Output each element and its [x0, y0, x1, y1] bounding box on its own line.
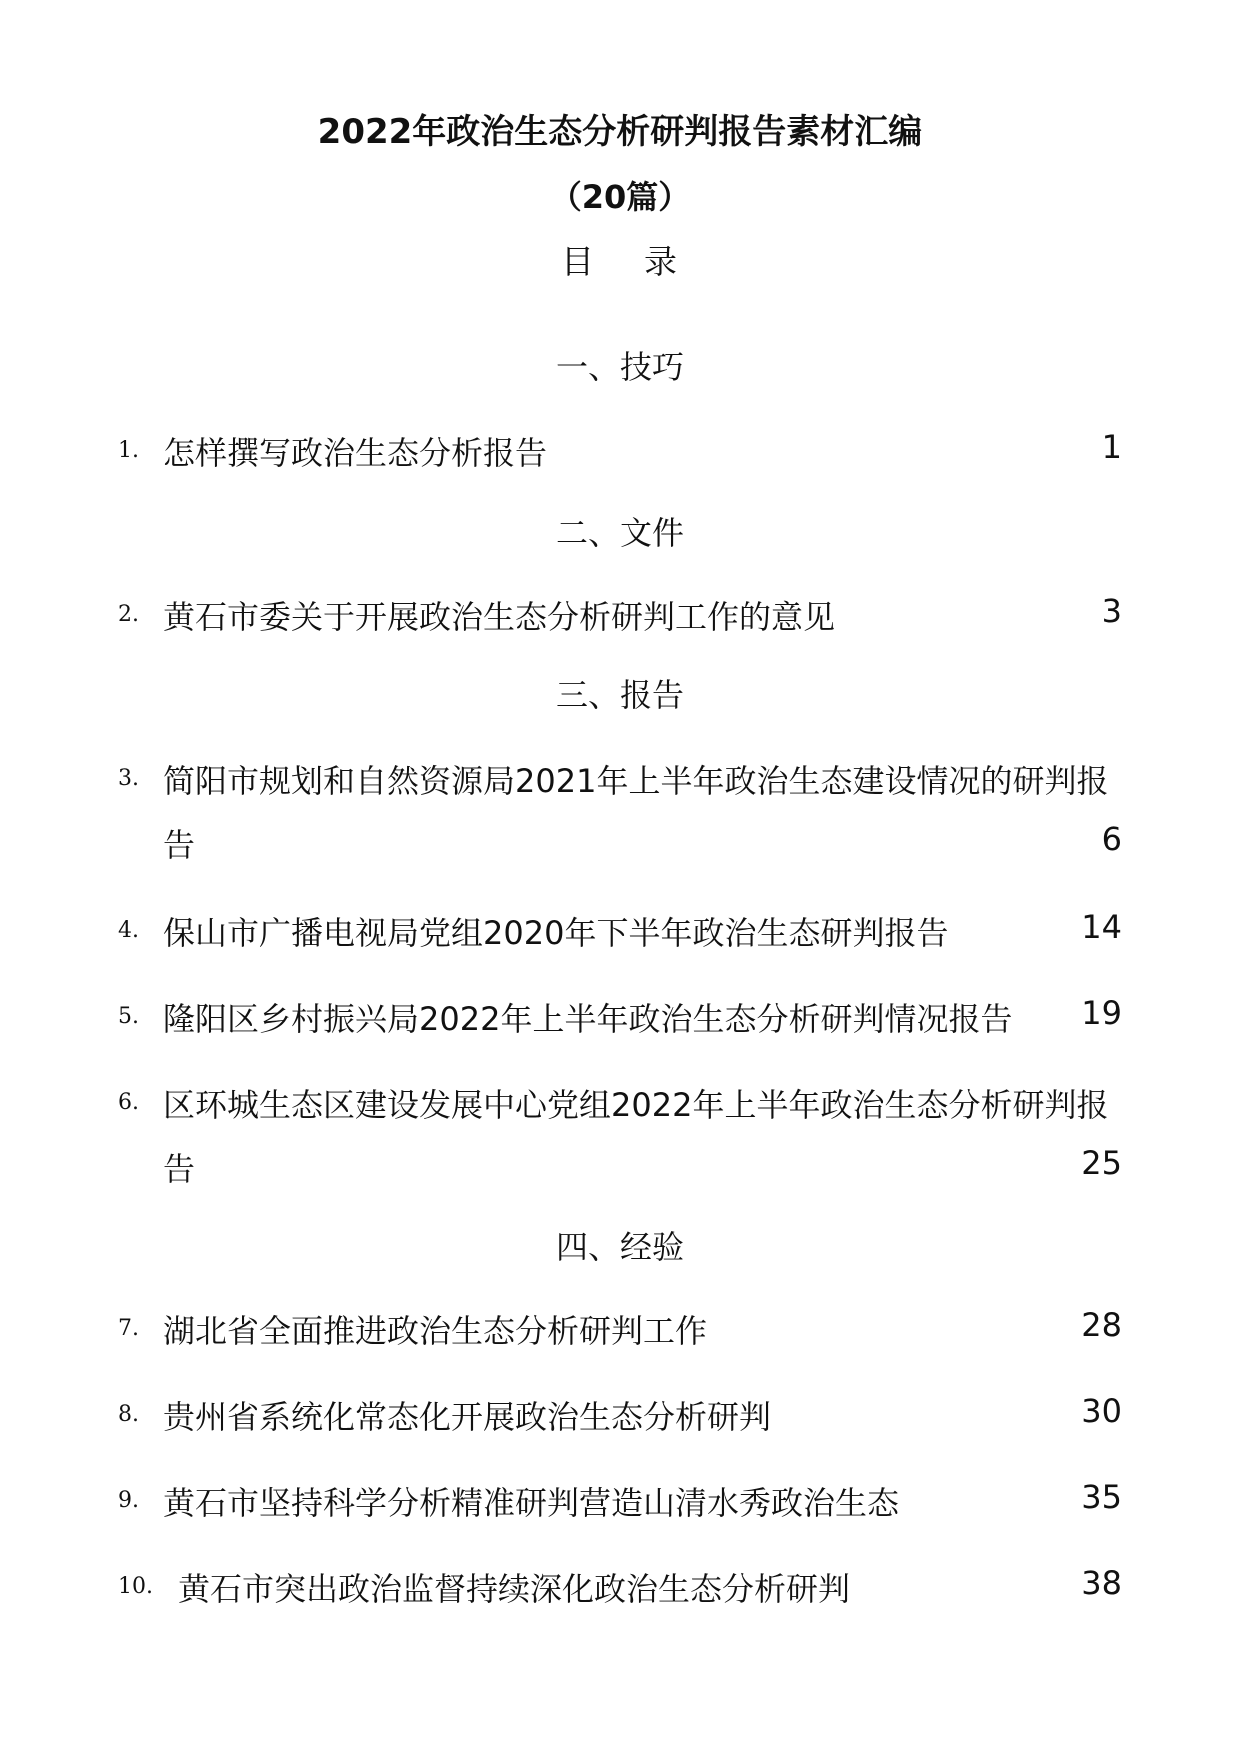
entry-number: 8. — [118, 1402, 139, 1427]
entry-title: 湖北省全面推进政治生态分析研判工作 — [163, 1312, 708, 1350]
entry-page-number: 19 — [1081, 994, 1122, 1032]
entry-page-number: 28 — [1081, 1306, 1122, 1344]
entry-title: 黄石市委关于开展政治生态分析研判工作的意见 — [163, 598, 836, 636]
entry-number: 7. — [118, 1316, 139, 1341]
entry-number: 9. — [118, 1488, 139, 1513]
section-heading-experience: 四、经验 — [555, 1228, 684, 1266]
entry-number: 4. — [118, 918, 139, 943]
entry-number: 3. — [118, 766, 139, 791]
entry-title: 黄石市突出政治监督持续深化政治生态分析研判 — [178, 1570, 851, 1608]
document-title: 2022年政治生态分析研判报告素材汇编 — [317, 112, 923, 152]
entry-page-number: 6 — [1101, 820, 1122, 858]
entry-page-number: 35 — [1081, 1478, 1122, 1516]
toc-heading — [0, 236, 1240, 283]
entry-page-number: 3 — [1101, 592, 1122, 630]
entry-number: 2. — [118, 602, 139, 627]
entry-page-number: 38 — [1081, 1564, 1122, 1602]
document-subtitle: （20篇） — [549, 178, 691, 216]
entry-title: 保山市广播电视局党组2020年下半年政治生态研判报告 — [163, 914, 949, 952]
entry-number: 10. — [118, 1574, 153, 1599]
entry-title: 怎样撰写政治生态分析报告 — [163, 434, 548, 472]
entry-title: 黄石市坚持科学分析精准研判营造山清水秀政治生态 — [163, 1484, 900, 1522]
entry-number: 5. — [118, 1004, 139, 1029]
entry-page-number: 1 — [1101, 428, 1122, 466]
entry-title: 区环城生态区建设发展中心党组2022年上半年政治生态分析研判报 — [163, 1086, 1109, 1124]
section-heading-documents: 二、文件 — [555, 514, 684, 552]
entry-page-number: 30 — [1081, 1392, 1122, 1430]
entry-number: 6. — [118, 1090, 139, 1115]
entry-title: 隆阳区乡村振兴局2022年上半年政治生态分析研判情况报告 — [163, 1000, 1013, 1038]
toc-heading-left: 目 — [561, 242, 596, 281]
entry-title-continuation: 告 — [163, 826, 196, 864]
entry-number: 1. — [118, 438, 139, 463]
section-heading-techniques: 一、技巧 — [555, 348, 684, 386]
entry-page-number: 14 — [1081, 908, 1122, 946]
toc-heading-right: 录 — [644, 242, 679, 281]
entry-title: 贵州省系统化常态化开展政治生态分析研判 — [163, 1398, 772, 1436]
section-heading-reports: 三、报告 — [555, 676, 684, 714]
entry-page-number: 25 — [1081, 1144, 1122, 1182]
entry-title-continuation: 告 — [163, 1150, 196, 1188]
entry-title: 简阳市规划和自然资源局2021年上半年政治生态建设情况的研判报 — [163, 762, 1109, 800]
